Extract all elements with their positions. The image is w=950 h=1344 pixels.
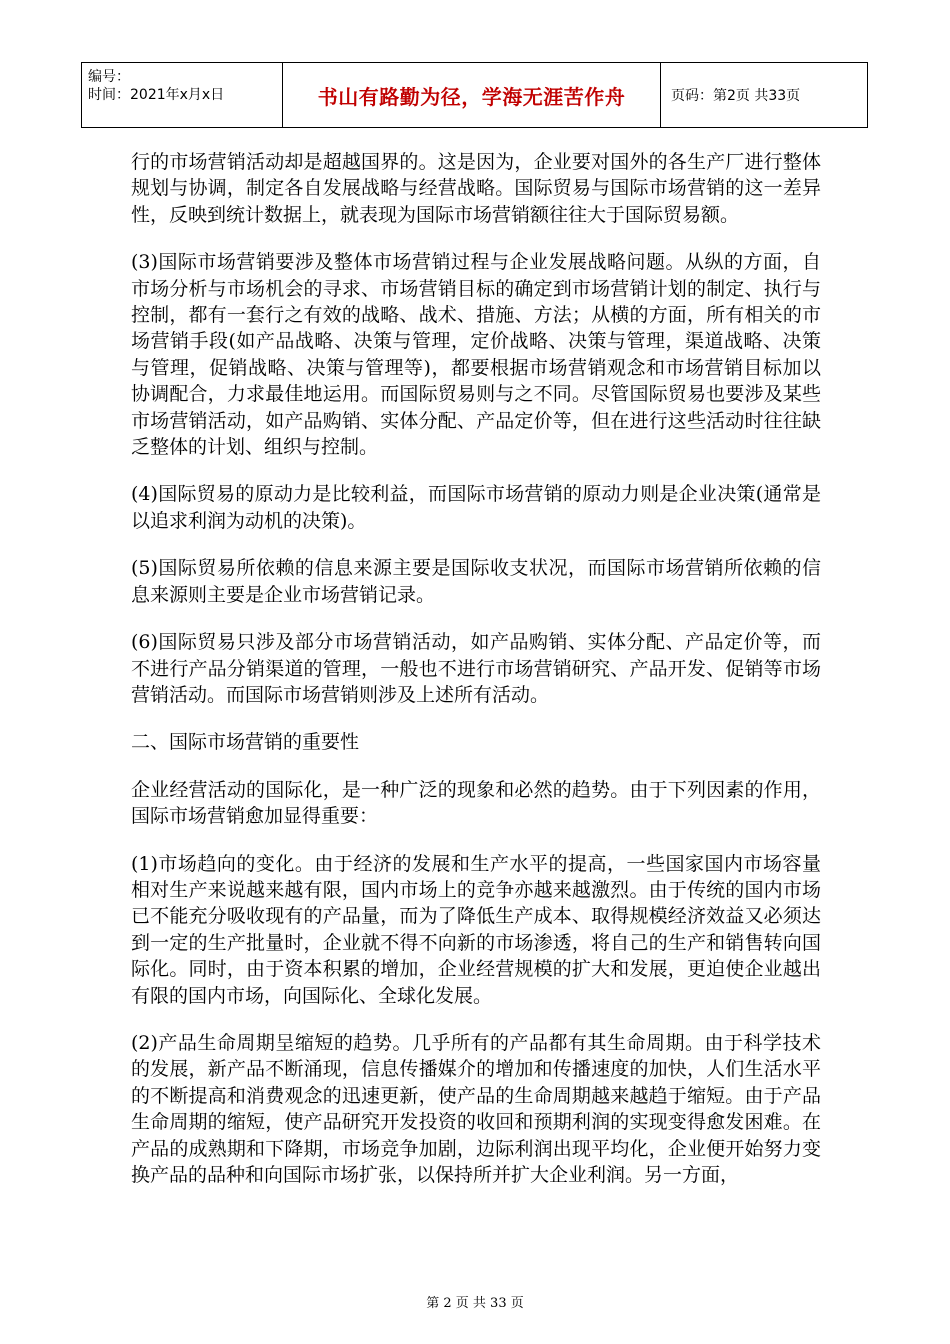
page-header	[81, 62, 868, 128]
paragraph: (4)国际贸易的原动力是比较利益，而国际市场营销的原动力则是企业决策(通常是以追求利润为动机的决策)。	[131, 483, 821, 532]
time-label: 时间：2021年x月x日	[88, 87, 225, 103]
paragraph: (3)国际市场营销要涉及整体市场营销过程与企业发展战略问题。从纵的方面，自市场分析与市场机会的寻求、市场营销目标的确定到市场营销计划的制定、执行与控制，都有一套行之有效的战略、战术、措施、方法；从横的方面，所有相关的市场营销手段(如产品战略、决策与管理，定价战略、决策与管理，渠道战略、决策与管理，促销战略、决策与管理等)，都要根据市场营销观念和市场营销目标加以协调配合，力求最佳地运用。而国际贸易则与之不同。尽管国际贸易也要涉及某些市场营销活动，如产品购销、实体分配、产品定价等，但在进行这些活动时往往缺乏整体的计划、组织与控制。	[131, 251, 821, 459]
paragraph: (1)市场趋向的变化。由于经济的发展和生产水平的提高，一些国家国内市场容量相对生产来说越来越有限，国内市场上的竞争亦越来越激烈。由于传统的国内市场已不能充分吸收现有的产品量，而为了降低生产成本、取得规模经济效益又必须达到一定的生产批量时，企业就不得不向新的市场渗透，将自己的生产和销售转向国际化。同时，由于资本积累的增加，企业经营规模的扩大和发展，更迫使企业越出有限的国内市场，向国际化、全球化发展。	[131, 852, 821, 1007]
paragraph: (6)国际贸易只涉及部分市场营销活动，如产品购销、实体分配、产品定价等，而不进行产品分销渠道的管理，一般也不进行市场营销研究、产品开发、促销等市场营销活动。而国际市场营销则涉及上述所有活动。	[131, 631, 821, 706]
section-heading: 二、国际市场营销的重要性	[131, 731, 360, 754]
paragraph: 企业经营活动的国际化，是一种广泛的现象和必然的趋势。由于下列因素的作用，国际市场营销愈加显得重要：	[131, 778, 821, 828]
document-body	[131, 149, 821, 1209]
page-footer: 第 2 页 共 33 页	[426, 1296, 524, 1311]
header-meta	[82, 63, 283, 127]
header-motto: 书山有路勤为径，学海无涯苦作舟	[283, 63, 661, 127]
paragraph: 行的市场营销活动却是超越国界的。这是因为，企业要对国外的各生产厂进行整体规划与协调，制定各自发展战略与经营战略。国际贸易与国际市场营销的这一差异性，反映到统计数据上，就表现为国际市场营销额往往大于国际贸易额。	[131, 151, 821, 226]
number-label: 编号：	[88, 69, 130, 85]
header-page-info: 页码：第2页 共33页	[671, 88, 801, 104]
paragraph: (5)国际贸易所依赖的信息来源主要是国际收支状况，而国际市场营销所依赖的信息来源则主要是企业市场营销记录。	[131, 557, 821, 606]
paragraph: (2)产品生命周期呈缩短的趋势。几乎所有的产品都有其生命周期。由于科学技术的发展，新产品不断涌现，信息传播媒介的增加和传播速度的加快，人们生活水平的不断提高和消费观念的迅速更新，使产品的生命周期越来越趋于缩短。由于产品生命周期的缩短，使产品研究开发投资的收回和预期利润的实现变得愈发困难。在产品的成熟期和下降期，市场竞争加剧，边际利润出现平均化，企业便开始努力变换产品的品种和向国际市场扩张，以保持所并扩大企业利润。另一方面，	[131, 1031, 821, 1186]
